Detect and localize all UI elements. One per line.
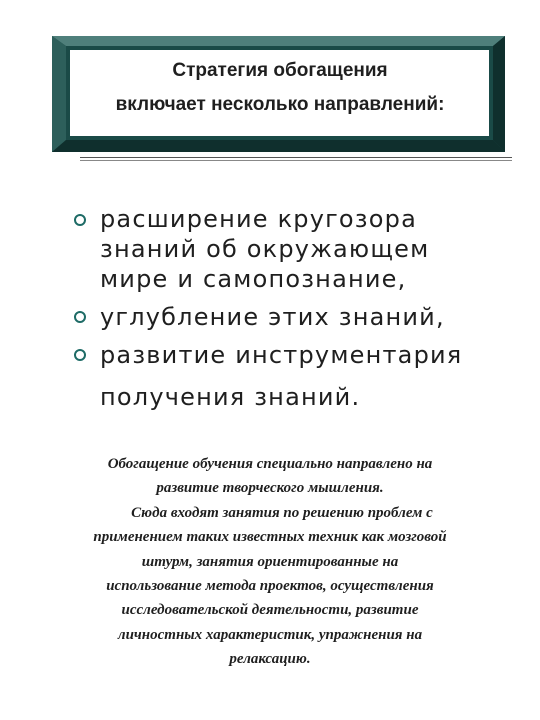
bullet-list (72, 200, 512, 412)
bullet-line: получения знаний. (100, 383, 361, 411)
bullet-item (72, 204, 512, 294)
description-line: штурм, занятия ориентированные на (141, 553, 399, 570)
bullet-line: развитие инструментария (100, 341, 463, 369)
description-line: релаксацию. (229, 651, 311, 668)
bullet-text (100, 204, 512, 294)
description-line: развитие творческого мышления. (156, 480, 384, 497)
bullet-text (100, 302, 512, 332)
bullet-text (100, 340, 512, 412)
circle-bullet-icon (74, 349, 86, 361)
bullet-line: расширение кругозора (100, 205, 417, 233)
description-line: Обогащение обучения специально направлено на (107, 456, 433, 472)
divider-line (80, 157, 512, 158)
description-line: исследовательской деятельности, развитие (121, 602, 419, 619)
description-line: применением таких известных техник как мозговой (93, 529, 447, 546)
bullet-line: углубление этих знаний, (100, 303, 445, 331)
description-line: Сюда входят занятия по решению проблем с (131, 504, 433, 521)
bullet-line: знаний об окружающем (100, 235, 430, 263)
description-paragraph (18, 452, 522, 672)
circle-bullet-icon (74, 214, 86, 226)
description-line: использование метода проектов, осуществления (106, 578, 434, 595)
description-line: личностных характеристик, упражнения на (117, 626, 423, 643)
bullet-line: мире и самопознание, (100, 265, 407, 293)
slide-title (70, 54, 490, 138)
title-line-2: включает несколько направлений: (115, 94, 445, 115)
bullet-item (72, 340, 512, 412)
circle-bullet-icon (74, 311, 86, 323)
divider-line (80, 160, 512, 161)
title-line-1: Стратегия обогащения (172, 60, 388, 81)
bullet-item (72, 302, 512, 332)
